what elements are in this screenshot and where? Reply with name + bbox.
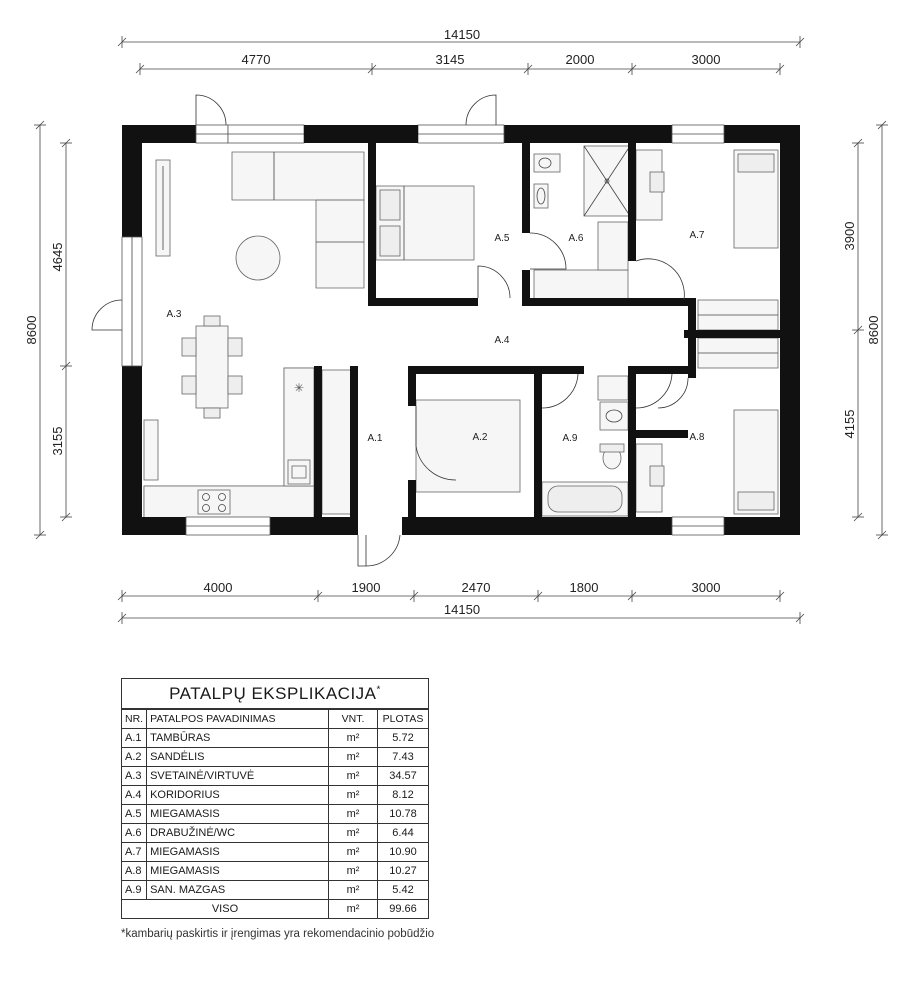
bottom-seg-5: 3000 <box>691 580 721 595</box>
room-schedule-table <box>121 678 429 919</box>
header-unit: VNT. <box>329 710 378 729</box>
header-name: PATALPOS PAVADINIMAS <box>147 710 329 729</box>
legend-title: PATALPŲ EKSPLIKACIJA* <box>122 679 428 709</box>
left-seg-2: 3155 <box>50 426 65 456</box>
left-dimensions <box>24 121 72 539</box>
room-label-a4: A.4 <box>494 335 510 346</box>
room-label-a7: A.7 <box>689 230 705 241</box>
bottom-seg-1: 4000 <box>203 580 233 595</box>
top-dimensions <box>118 27 804 75</box>
table-row: A.1 TAMBŪRAS m² 5.72 <box>122 729 428 748</box>
table-row: A.5 MIEGAMASIS m² 10.78 <box>122 805 428 824</box>
svg-text:✳: ✳ <box>293 381 305 395</box>
top-seg-1: 4770 <box>241 52 271 67</box>
table-row: A.2 SANDĖLIS m² 7.43 <box>122 748 428 767</box>
top-seg-4: 3000 <box>691 52 721 67</box>
room-label-a2: A.2 <box>472 432 488 443</box>
bottom-seg-4: 1800 <box>569 580 599 595</box>
room-label-a5: A.5 <box>494 233 510 244</box>
legend-body <box>122 729 428 919</box>
header-nr: NR. <box>122 710 147 729</box>
table-row: A.6 DRABUŽINĖ/WC m² 6.44 <box>122 824 428 843</box>
table-row: A.7 MIEGAMASIS m² 10.90 <box>122 843 428 862</box>
top-seg-2: 3145 <box>435 52 465 67</box>
room-label-a1: A.1 <box>367 433 383 444</box>
legend-table <box>122 709 428 918</box>
top-seg-3: 2000 <box>565 52 595 67</box>
bottom-dimensions <box>118 580 804 624</box>
legend-header-row <box>122 710 428 729</box>
right-seg-2: 4155 <box>842 409 857 439</box>
left-seg-1: 4645 <box>50 242 65 272</box>
room-label-a8: A.8 <box>689 432 705 443</box>
bottom-seg-3: 2470 <box>461 580 491 595</box>
room-label-a3: A.3 <box>166 309 182 320</box>
furniture <box>144 146 778 520</box>
top-total-dim: 14150 <box>443 27 481 42</box>
header-area: PLOTAS <box>378 710 429 729</box>
table-row: A.3 SVETAINĖ/VIRTUVĖ m² 34.57 <box>122 767 428 786</box>
table-total-row: VISO m² 99.66 <box>122 900 428 919</box>
table-row: A.4 KORIDORIUS m² 8.12 <box>122 786 428 805</box>
table-row: A.9 SAN. MAZGAS m² 5.42 <box>122 881 428 900</box>
room-label-a9: A.9 <box>562 433 578 444</box>
footnote: *kambarių paskirtis ir įrengimas yra rekomendacinio pobūdžio <box>121 928 435 940</box>
table-row: A.8 MIEGAMASIS m² 10.27 <box>122 862 428 881</box>
right-seg-1: 3900 <box>842 221 857 251</box>
bottom-total-dim: 14150 <box>443 602 481 617</box>
left-total-dim: 8600 <box>24 315 39 345</box>
room-label-a6: A.6 <box>568 233 584 244</box>
right-total-dim: 8600 <box>866 315 881 345</box>
right-dimensions <box>842 121 888 539</box>
bottom-seg-2: 1900 <box>351 580 381 595</box>
